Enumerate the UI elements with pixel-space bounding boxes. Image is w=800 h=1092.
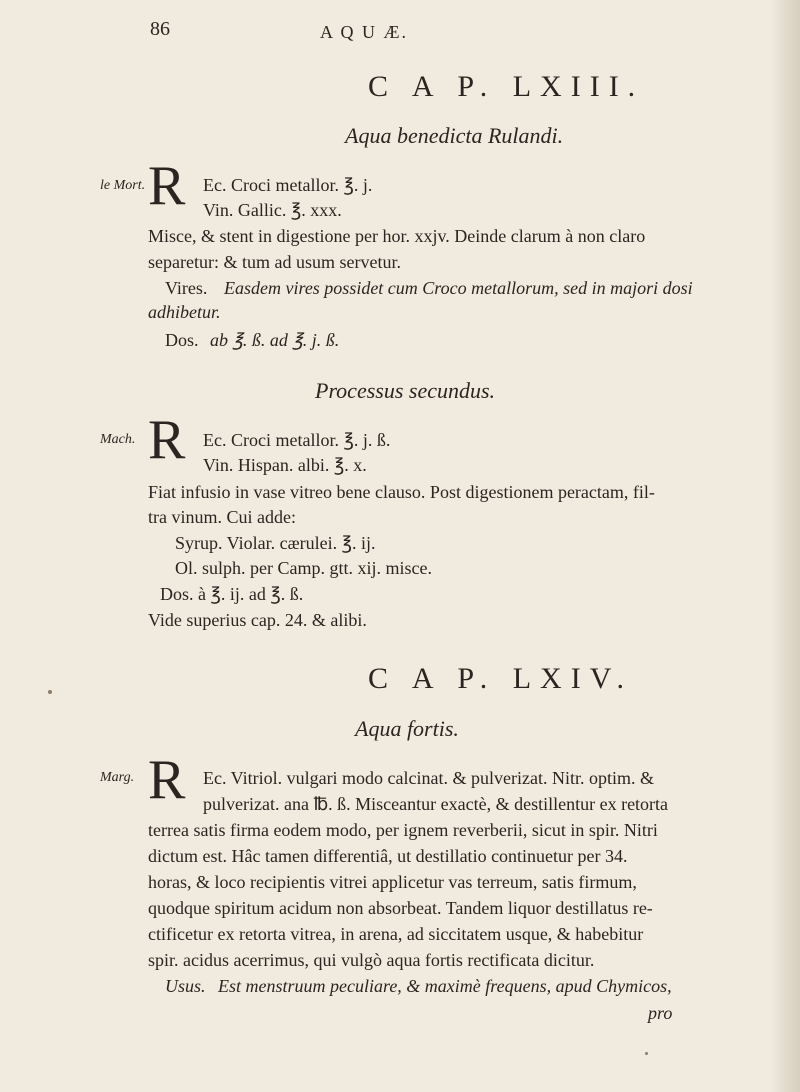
process-heading: Processus secundus. [315, 378, 496, 403]
recipe-line: separetur: & tum ad usum servetur. [148, 252, 401, 272]
recipe-line: Fiat infusio in vase vitreo bene clauso. Post digestionem peractam, fil- [148, 482, 655, 502]
recipe-line: ctificetur ex retorta vitrea, in arena, ad siccitatem usque, & habebitur [148, 924, 644, 944]
dosis-text: ab ℥. ß. ad ℥. j. ß. [210, 330, 340, 350]
vires-label: Vires. [165, 278, 208, 298]
running-head: A Q U Æ. [320, 22, 409, 42]
chapter-63-subtitle: Aqua benedicta Rulandi. [345, 123, 564, 148]
recipe-line: Vide superius cap. 24. & alibi. [148, 610, 367, 630]
page-edge-shadow [770, 0, 800, 1092]
vires-text: Easdem vires possidet cum Croco metallorum, sed in majori dosi [224, 278, 693, 298]
recipe-line: quodque spiritum acidum non absorbeat. Tandem liquor destillatus re- [148, 898, 653, 918]
margin-note-mach: Mach. [100, 432, 136, 447]
vires-text-cont: adhibetur. [148, 302, 221, 322]
recipe-line: dictum est. Hâc tamen differentiâ, ut destillatio continuetur per 34. [148, 846, 628, 866]
recipe-line: Vin. Gallic. ℥. xxx. [203, 200, 342, 220]
recipe-line: Ec. Croci metallor. ℥. j. ß. [203, 430, 391, 450]
drop-cap-r: R [148, 749, 186, 811]
margin-note-le-mort: le Mort. [100, 178, 146, 193]
catchword: pro [648, 1003, 673, 1023]
chapter-63-title: C A P. LXIII. [368, 70, 645, 103]
page-number: 86 [150, 18, 170, 40]
recipe-line: terrea satis firma eodem modo, per ignem reverberii, sicut in spir. Nitri [148, 820, 658, 840]
usus-label: Usus. [165, 976, 206, 996]
recipe-line: horas, & loco recipientis vitrei applicetur vas terreum, satis firmum, [148, 872, 637, 892]
drop-cap-r: R [148, 155, 186, 217]
recipe-line: spir. acidus acerrimus, qui vulgò aqua fortis rectificata dicitur. [148, 950, 595, 970]
recipe-line: tra vinum. Cui adde: [148, 507, 296, 527]
chapter-64-title: C A P. LXIV. [368, 662, 634, 695]
recipe-line: Ol. sulph. per Camp. gtt. xij. misce. [175, 558, 432, 578]
ink-blot [645, 1052, 648, 1055]
chapter-64-subtitle: Aqua fortis. [355, 716, 459, 741]
recipe-line: pulverizat. ana ℔. ß. Misceantur exactè, & destillentur ex retorta [203, 794, 669, 814]
recipe-line: Syrup. Violar. cærulei. ℥. ij. [175, 533, 376, 553]
ink-blot [48, 690, 52, 694]
recipe-line: Ec. Croci metallor. ℥. j. [203, 175, 373, 195]
recipe-line: Vin. Hispan. albi. ℥. x. [203, 455, 367, 475]
recipe-line: Misce, & stent in digestione per hor. xxjv. Deinde clarum à non claro [148, 226, 646, 246]
recipe-line: Dos. à ℥. ij. ad ℥. ß. [160, 584, 304, 604]
dosis-label: Dos. [165, 330, 199, 350]
recipe-line: Ec. Vitriol. vulgari modo calcinat. & pulverizat. Nitr. optim. & [203, 768, 654, 788]
drop-cap-r: R [148, 409, 186, 471]
margin-note-marg: Marg. [100, 770, 135, 785]
usus-text: Est menstruum peculiare, & maximè frequens, apud Chymicos, [218, 976, 672, 996]
